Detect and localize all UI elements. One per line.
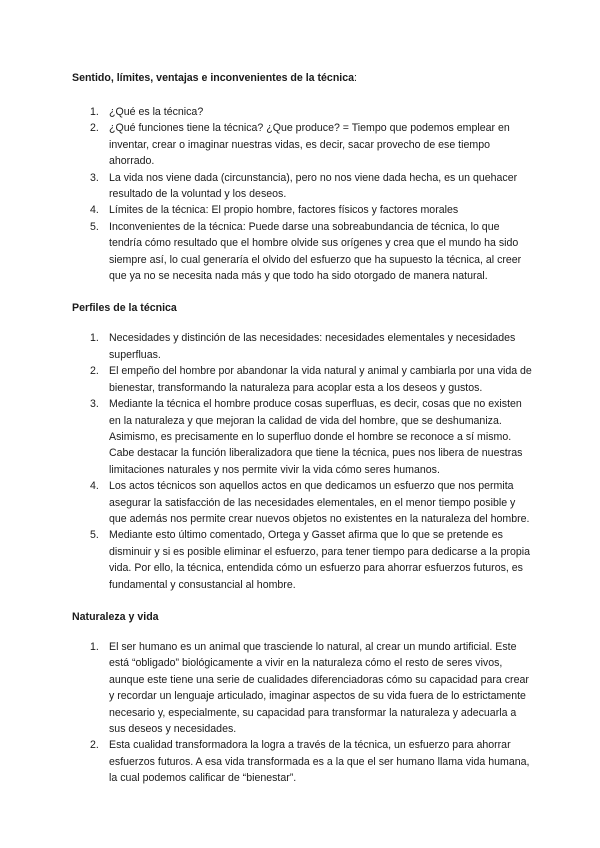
list-item-text: Mediante la técnica el hombre produce cosas superfluas, es decir, cosas que no existen en la naturaleza y que mejoran la calidad de vida del hombre, que se deshumaniza. Asimismo, es precisamente en lo superfluo donde el hombre se reconoce a sí mismo. Cabe destacar la función liberalizadora que tiene la técnica, pues nos libera de nuestras limitaciones naturales y nos permite vivir la vida cómo seres humanos. bbox=[109, 398, 523, 476]
list-item bbox=[72, 396, 534, 478]
section-heading-naturaleza: Naturaleza y vida bbox=[72, 610, 159, 623]
list-item-text: Inconvenientes de la técnica: Puede darse una sobreabundancia de técnica, lo que tendría cómo resultado que el hombre olvide sus orígenes y crea que el mundo ha sido siempre así, lo cual generaría el olvido del esfuerzo que ha supuesto la técnica, al creer que ya no se necesita nada más y que todo ha sido otorgado de manera natural. bbox=[109, 220, 522, 283]
list-number: 3. bbox=[90, 398, 99, 411]
list-item bbox=[72, 219, 534, 285]
list-item-text: La vida nos viene dada (circunstancia), pero no nos viene dada hecha, es un quehacer resultado de la voluntad y los deseos. bbox=[109, 171, 518, 201]
list-item-text: El ser humano es un animal que trasciende lo natural, al crear un mundo artificial. Este está “obligado” biológicamente a vivir en la naturaleza cómo el resto de seres vivos, aunque este tiene una serie de cualidades diferenciadoras cómo su capacidad para crear y recordar un lenguaje articulado, imaginar aspectos de su vida fuera de lo estrictamente necesario y, especialmente, su capacidad para transformar la naturaleza y adecuarla a sus deseos y necesidades. bbox=[109, 640, 529, 735]
list-number: 2. bbox=[90, 739, 99, 752]
list-item-text: Límites de la técnica: El propio hombre, factores físicos y factores morales bbox=[109, 204, 459, 217]
list-item-text: ¿Qué funciones tiene la técnica? ¿Que produce? = Tiempo que podemos emplear en inventar, crear o imaginar nuestras vidas, es decir, sacar provecho de ese tiempo ahorrado. bbox=[109, 122, 510, 168]
numbered-list-perfiles bbox=[72, 330, 534, 593]
list-number: 5. bbox=[90, 220, 99, 233]
list-item-text: Los actos técnicos son aquellos actos en que dedicamos un esfuerzo que nos permita asegurar la satisfacción de las necesidades elementales, en el menor tiempo posible y que además nos permite crear nuevos objetos no existentes en la naturaleza del hombre. bbox=[109, 480, 530, 525]
section-heading-perfiles: Perfiles de la técnica bbox=[72, 302, 177, 315]
list-item bbox=[72, 527, 534, 593]
list-number: 1. bbox=[90, 640, 99, 653]
list-item bbox=[72, 363, 534, 396]
list-number: 2. bbox=[90, 122, 99, 135]
section-heading-colon: : bbox=[354, 72, 357, 84]
list-number: 5. bbox=[90, 529, 99, 542]
list-number: 2. bbox=[90, 365, 99, 378]
section-heading-text: Sentido, límites, ventajas e inconvenientes de la técnica bbox=[72, 72, 355, 84]
list-item-text: Mediante esto último comentado, Ortega y Gasset afirma que lo que se pretende es disminuir y si es posible eliminar el esfuerzo, para tener tiempo para dedicarse a la propia vida. Por ello, la técnica, entendida cómo un esfuerzo para ahorrar esfuerzos futuros, es fundamental y consustancial al hombre. bbox=[109, 529, 531, 591]
list-item-text: ¿Qué es la técnica? bbox=[109, 106, 204, 118]
list-number: 1. bbox=[90, 332, 99, 345]
list-number: 1. bbox=[90, 106, 99, 118]
list-item bbox=[72, 737, 534, 786]
list-number: 4. bbox=[90, 204, 99, 217]
list-item bbox=[72, 478, 534, 527]
list-item bbox=[72, 330, 534, 363]
list-item-text: El empeño del hombre por abandonar la vida natural y animal y cambiarla por una vida de bienestar, transformando la naturaleza para acoplar esta a los deseos y gustos. bbox=[109, 365, 532, 394]
list-item bbox=[72, 120, 534, 169]
numbered-list-sentido bbox=[72, 104, 534, 284]
list-item bbox=[72, 104, 534, 120]
list-item bbox=[72, 202, 534, 218]
list-number: 4. bbox=[90, 480, 99, 493]
list-number: 3. bbox=[90, 171, 99, 184]
list-item bbox=[72, 170, 534, 203]
numbered-list-naturaleza bbox=[72, 639, 534, 787]
section-heading-sentido bbox=[72, 70, 534, 86]
document-page bbox=[72, 66, 534, 787]
list-item bbox=[72, 639, 534, 737]
list-item-text: Necesidades y distinción de las necesidades: necesidades elementales y necesidades superfluas. bbox=[109, 332, 516, 361]
list-item-text: Esta cualidad transformadora la logra a través de la técnica, un esfuerzo para ahorrar esfuerzos futuros. A esa vida transformada es a la que el ser humano llama vida humana, la cual podemos calificar de “bienestar”. bbox=[109, 739, 530, 785]
